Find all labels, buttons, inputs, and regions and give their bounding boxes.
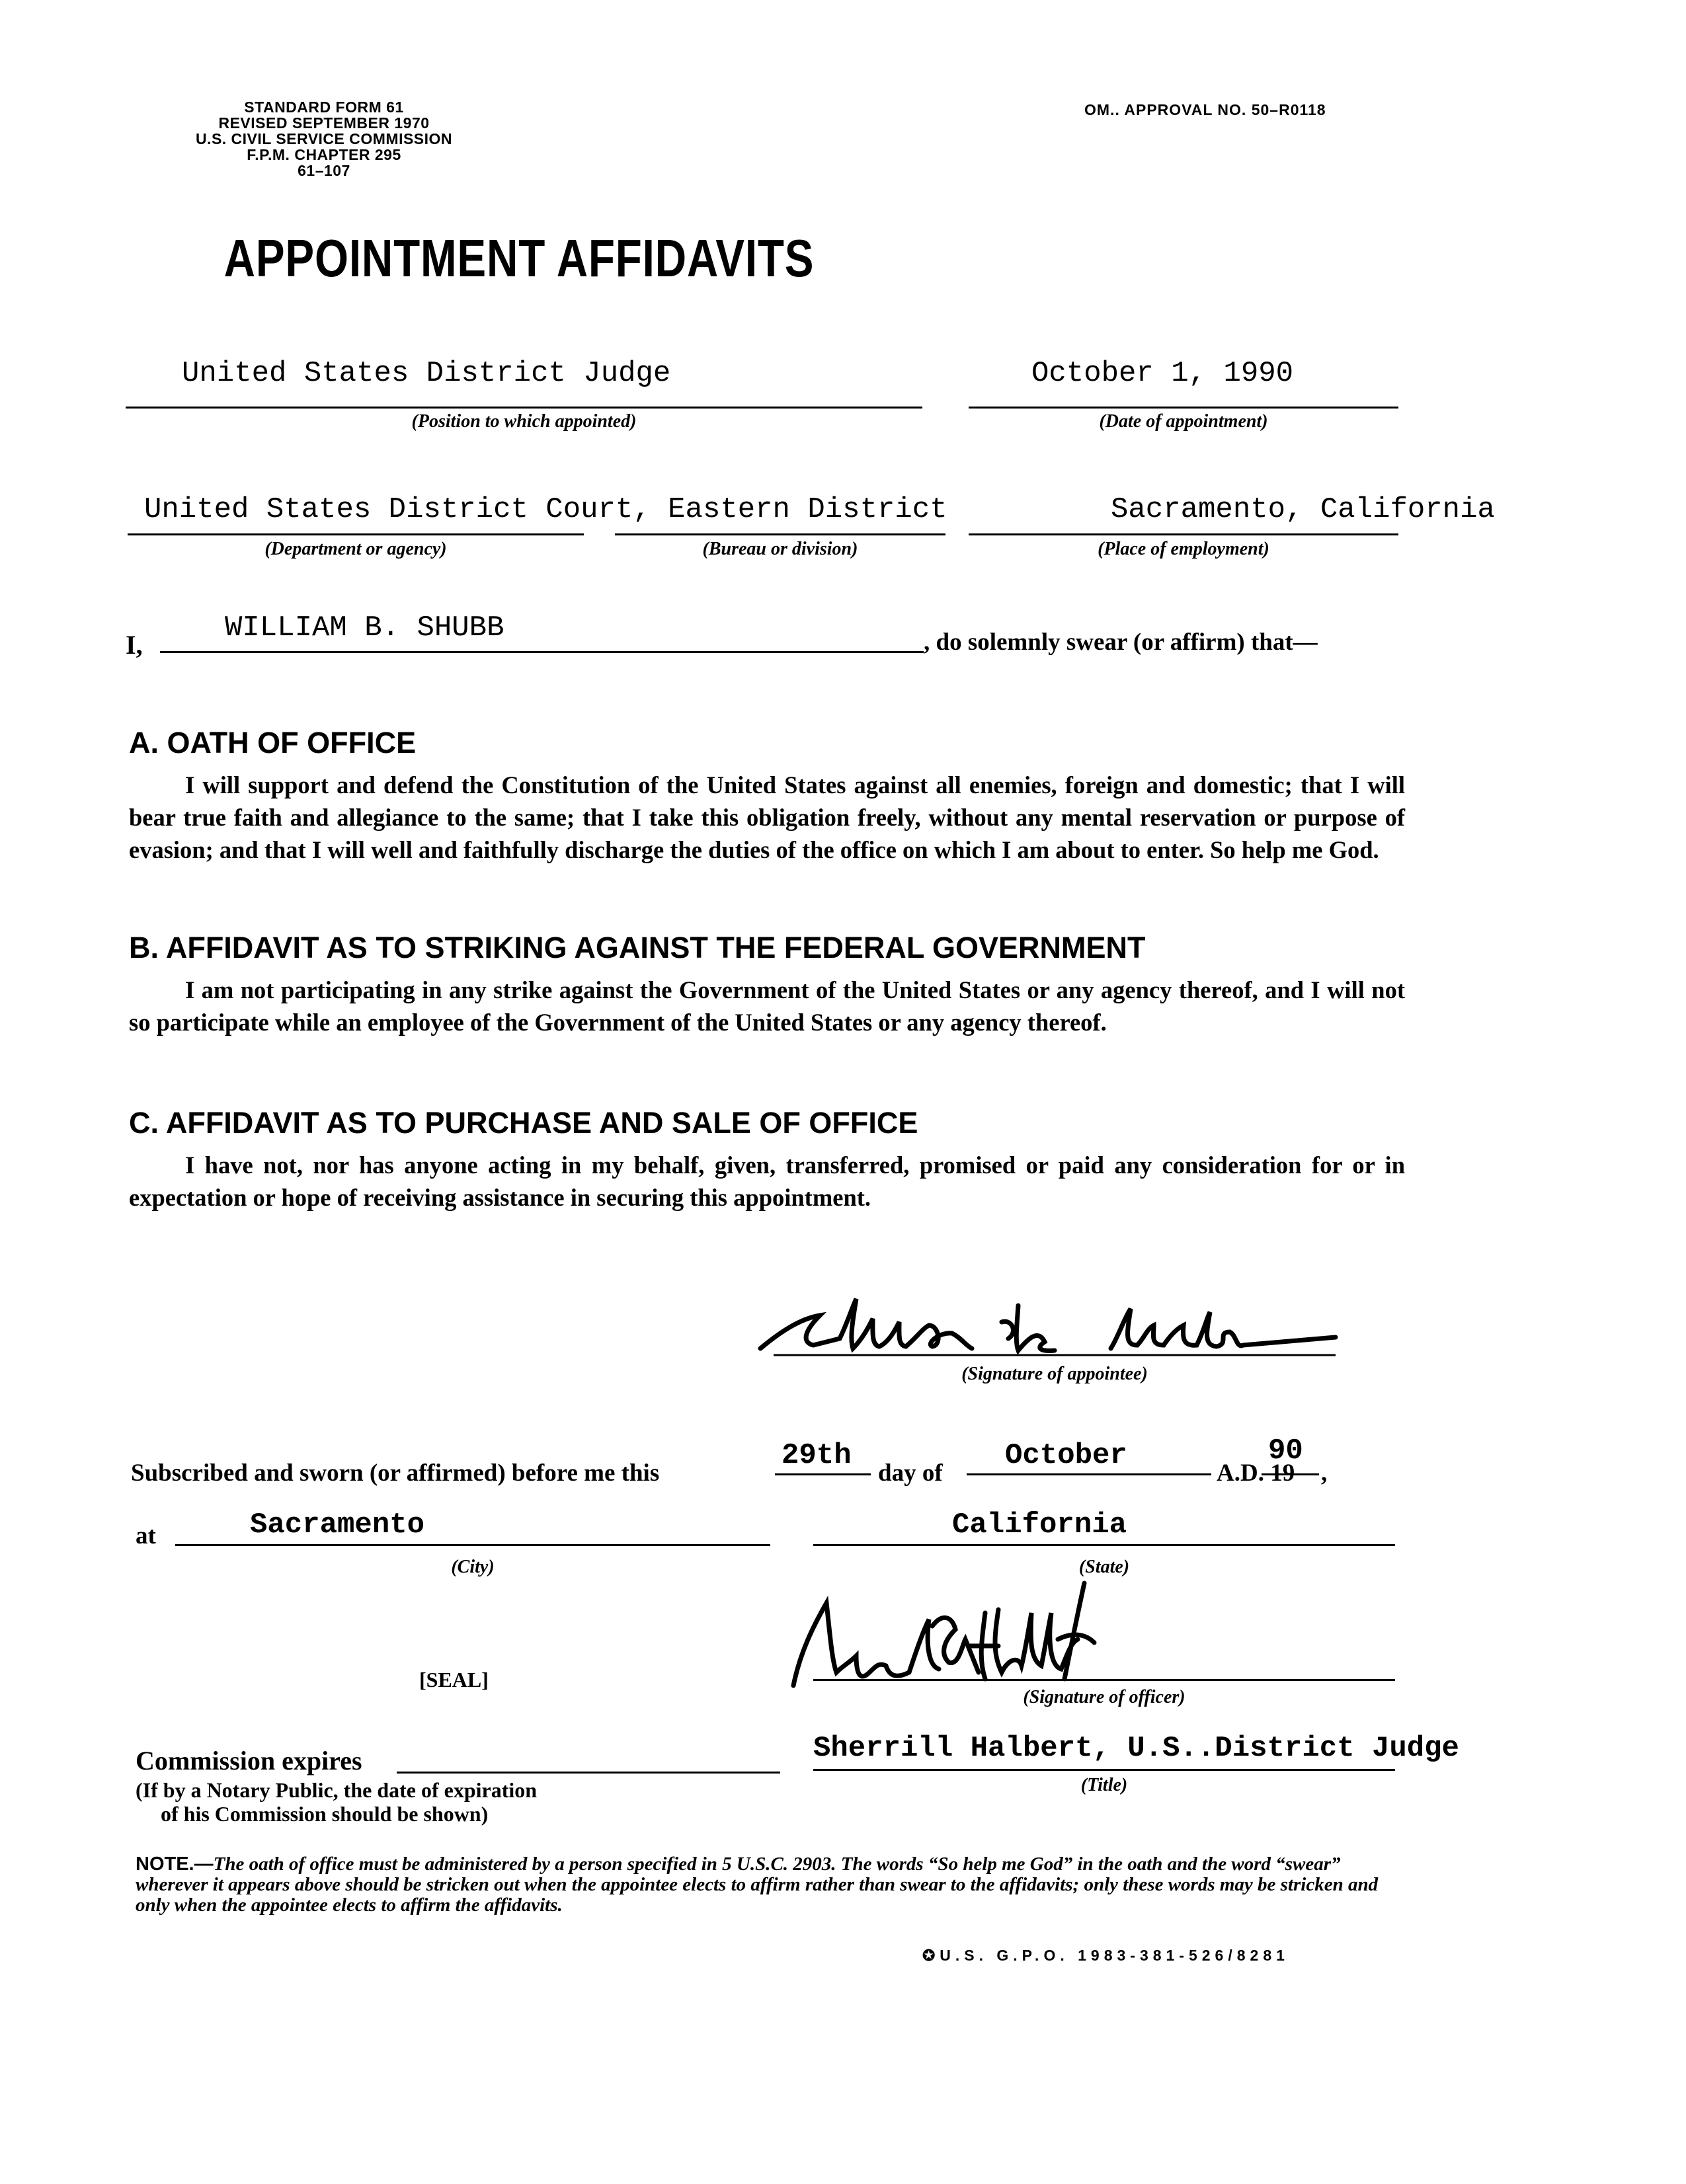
commission-note-line1: (If by a Notary Public, the date of expiration: [136, 1778, 538, 1802]
form-revision: REVISED SEPTEMBER 1970: [218, 114, 430, 132]
star-icon: ✪: [922, 1947, 940, 1964]
place-caption: (Place of employment): [1098, 539, 1269, 559]
printer-mark: [922, 1947, 1289, 1965]
note-text: The oath of office must be administered by a person specified in 5 U.S.C. 2903. The words “So help me God” in the oath and the word “swear” wherever it appears above should be stricken out when the appointee elects to affirm rather than swear to the affidavits; only these words may be stricken and only when the appointee elects to affirm the affidavits.: [136, 1853, 1379, 1916]
date-underline: [969, 407, 1398, 409]
state-field[interactable]: California: [952, 1508, 1127, 1541]
officer-signature-underline: [813, 1679, 1395, 1681]
appointee-signature: [741, 1292, 1507, 1365]
officer-signature-caption: (Signature of officer): [1023, 1687, 1185, 1707]
position-field[interactable]: United States District Judge: [182, 357, 671, 390]
place-of-employment-field[interactable]: Sacramento, California: [1111, 493, 1495, 526]
officer-title-field[interactable]: Sherrill Halbert, U.S..District Judge: [813, 1732, 1459, 1765]
seal-placeholder: [SEAL]: [419, 1668, 489, 1692]
section-c-heading: C. AFFIDAVIT AS TO PURCHASE AND SALE OF OFFICE: [129, 1106, 918, 1140]
bureau-caption: (Bureau or division): [702, 539, 858, 559]
position-underline: [126, 407, 922, 409]
state-underline: [813, 1544, 1395, 1546]
section-a-text: [129, 769, 1405, 866]
section-c-body: I have not, nor has anyone acting in my behalf, given, transferred, promised or paid any consideration for or in expectation or hope of receiving assistance in securing this appointment.: [129, 1151, 1405, 1211]
commission-expires-label: Commission expires: [136, 1746, 362, 1775]
date-caption: (Date of appointment): [1099, 411, 1268, 432]
note-label: NOTE.—: [136, 1853, 214, 1875]
section-b-text: [129, 974, 1405, 1038]
position-caption: (Position to which appointed): [411, 411, 637, 432]
form-identifier: [152, 99, 496, 178]
month-underline: [967, 1473, 1211, 1475]
section-b-heading: B. AFFIDAVIT AS TO STRIKING AGAINST THE FEDERAL GOVERNMENT: [129, 931, 1146, 964]
commission-note-line2: of his Commission should be shown): [161, 1802, 489, 1826]
section-a-body: I will support and defend the Constitution of the United States against all enemies, foreign and domestic; that I will bear true faith and allegiance to the same; that I take this obligation freely, without any mental reservation or purpose of evasion; and that I will well and faithfully discharge the duties of the office on which I am about to enter. So help me God.: [129, 771, 1405, 863]
section-a-heading: A. OATH OF OFFICE: [129, 726, 417, 760]
omb-approval-number: OM.. APPROVAL NO. 50–R0118: [1084, 101, 1326, 118]
city-field[interactable]: Sacramento: [250, 1508, 425, 1541]
year-field[interactable]: 90: [1268, 1434, 1303, 1467]
at-label: at: [136, 1522, 156, 1549]
form-number: STANDARD FORM 61: [244, 98, 404, 116]
subscribed-prefix: Subscribed and sworn (or affirmed) before me this: [131, 1460, 660, 1487]
subscribed-comma: ,: [1321, 1460, 1328, 1487]
form-agency: U.S. CIVIL SERVICE COMMISSION: [195, 130, 453, 147]
appointee-name-field[interactable]: WILLIAM B. SHUBB: [225, 611, 504, 644]
day-of-label: day of: [878, 1460, 943, 1487]
bureau-underline: [615, 533, 945, 535]
officer-title-underline: [813, 1769, 1395, 1771]
commission-expires-underline[interactable]: [397, 1772, 780, 1774]
day-underline: [775, 1473, 871, 1475]
appointment-date-field[interactable]: October 1, 1990: [1031, 357, 1294, 390]
swear-suffix: , do solemnly swear (or affirm) that—: [924, 629, 1318, 656]
form-chapter: F.P.M. CHAPTER 295: [247, 146, 401, 163]
city-underline: [175, 1544, 770, 1546]
state-caption: (State): [1078, 1557, 1130, 1577]
officer-title-caption: (Title): [1080, 1775, 1128, 1795]
appointee-signature-caption: (Signature of appointee): [961, 1364, 1148, 1384]
ad-label: A.D. 19: [1217, 1460, 1295, 1487]
day-field[interactable]: 29th: [782, 1439, 852, 1472]
department-bureau-field[interactable]: United States District Court, Eastern District: [144, 493, 947, 526]
printer-mark-text: U.S. G.P.O. 1983-381-526/8281: [940, 1947, 1289, 1964]
footnote: [136, 1854, 1412, 1916]
place-underline: [969, 533, 1398, 535]
page-title: APPOINTMENT AFFIDAVITS: [223, 229, 815, 288]
name-underline: [160, 651, 924, 653]
section-b-body: I am not participating in any strike against the Government of the United States or any agency thereof, and I will not so participate while an employee of the Government of the United States or any agency thereof.: [129, 976, 1405, 1036]
city-caption: (City): [451, 1557, 495, 1577]
year-underline: [1262, 1473, 1319, 1475]
swear-prefix: I,: [126, 630, 143, 660]
section-c-text: [129, 1149, 1405, 1214]
form-code: 61–107: [298, 162, 350, 179]
department-underline: [128, 533, 584, 535]
department-caption: (Department or agency): [264, 539, 447, 559]
month-field[interactable]: October: [1005, 1439, 1127, 1472]
